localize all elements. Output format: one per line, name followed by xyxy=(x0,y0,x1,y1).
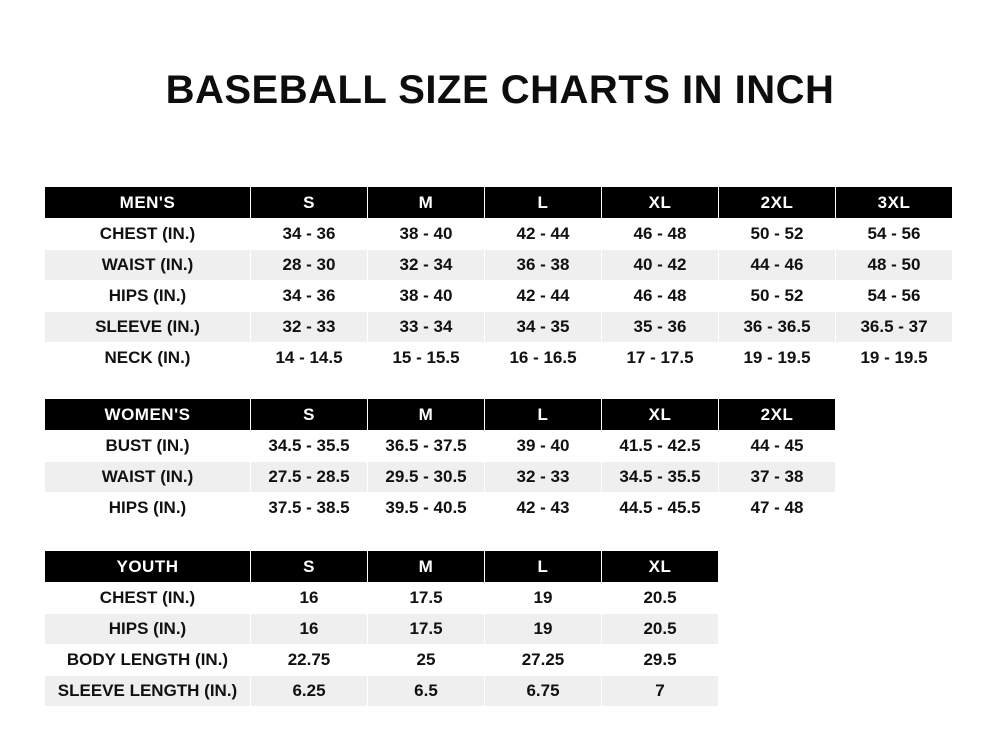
row-label: BODY LENGTH (IN.) xyxy=(45,645,251,676)
cell: 16 xyxy=(251,583,368,614)
mens-size-table xyxy=(44,186,953,374)
cell: 38 - 40 xyxy=(368,281,485,312)
cell: 32 - 34 xyxy=(368,250,485,281)
cell: 44.5 - 45.5 xyxy=(602,493,719,524)
womens-size-table xyxy=(44,398,836,524)
cell: 38 - 40 xyxy=(368,219,485,250)
cell: 33 - 34 xyxy=(368,312,485,343)
row-label: NECK (IN.) xyxy=(45,343,251,374)
column-header-3xl: 3XL xyxy=(836,187,953,219)
row-label: HIPS (IN.) xyxy=(45,281,251,312)
cell: 54 - 56 xyxy=(836,219,953,250)
table-header-row xyxy=(45,551,719,583)
row-label: WAIST (IN.) xyxy=(45,250,251,281)
table-row xyxy=(45,676,719,707)
table-header-row xyxy=(45,399,836,431)
cell: 34 - 36 xyxy=(251,281,368,312)
page-title: BASEBALL SIZE CHARTS IN INCH xyxy=(165,68,835,112)
column-header-category: YOUTH xyxy=(45,551,251,583)
cell: 41.5 - 42.5 xyxy=(602,431,719,462)
cell: 29.5 xyxy=(602,645,719,676)
cell: 42 - 44 xyxy=(485,219,602,250)
column-header-2xl: 2XL xyxy=(719,187,836,219)
cell: 20.5 xyxy=(602,614,719,645)
column-header-xl: XL xyxy=(602,551,719,583)
cell: 15 - 15.5 xyxy=(368,343,485,374)
cell: 32 - 33 xyxy=(251,312,368,343)
row-label: CHEST (IN.) xyxy=(45,583,251,614)
cell: 44 - 45 xyxy=(719,431,836,462)
cell: 27.5 - 28.5 xyxy=(251,462,368,493)
cell: 42 - 43 xyxy=(485,493,602,524)
column-header-m: M xyxy=(368,187,485,219)
table-row xyxy=(45,250,953,281)
cell: 34 - 36 xyxy=(251,219,368,250)
table-row xyxy=(45,343,953,374)
column-header-category: MEN'S xyxy=(45,187,251,219)
cell: 27.25 xyxy=(485,645,602,676)
column-header-s: S xyxy=(251,399,368,431)
cell: 40 - 42 xyxy=(602,250,719,281)
table-row xyxy=(45,312,953,343)
table-row xyxy=(45,645,719,676)
cell: 50 - 52 xyxy=(719,281,836,312)
cell: 35 - 36 xyxy=(602,312,719,343)
cell: 16 xyxy=(251,614,368,645)
row-label: SLEEVE LENGTH (IN.) xyxy=(45,676,251,707)
cell: 19 xyxy=(485,583,602,614)
cell: 17.5 xyxy=(368,614,485,645)
cell: 28 - 30 xyxy=(251,250,368,281)
column-header-s: S xyxy=(251,551,368,583)
cell: 6.5 xyxy=(368,676,485,707)
table-row xyxy=(45,614,719,645)
table-row xyxy=(45,493,836,524)
cell: 19 - 19.5 xyxy=(719,343,836,374)
cell: 22.75 xyxy=(251,645,368,676)
cell: 17 - 17.5 xyxy=(602,343,719,374)
cell: 20.5 xyxy=(602,583,719,614)
column-header-2xl: 2XL xyxy=(719,399,836,431)
cell: 34.5 - 35.5 xyxy=(602,462,719,493)
column-header-s: S xyxy=(251,187,368,219)
cell: 16 - 16.5 xyxy=(485,343,602,374)
row-label: SLEEVE (IN.) xyxy=(45,312,251,343)
cell: 48 - 50 xyxy=(836,250,953,281)
cell: 17.5 xyxy=(368,583,485,614)
column-header-l: L xyxy=(485,399,602,431)
cell: 42 - 44 xyxy=(485,281,602,312)
table-header-row xyxy=(45,187,953,219)
cell: 39.5 - 40.5 xyxy=(368,493,485,524)
row-label: HIPS (IN.) xyxy=(45,614,251,645)
column-header-l: L xyxy=(485,187,602,219)
cell: 44 - 46 xyxy=(719,250,836,281)
cell: 29.5 - 30.5 xyxy=(368,462,485,493)
youth-size-table xyxy=(44,550,719,707)
table-row xyxy=(45,431,836,462)
cell: 25 xyxy=(368,645,485,676)
cell: 46 - 48 xyxy=(602,219,719,250)
cell: 19 xyxy=(485,614,602,645)
row-label: BUST (IN.) xyxy=(45,431,251,462)
cell: 36.5 - 37 xyxy=(836,312,953,343)
column-header-m: M xyxy=(368,551,485,583)
cell: 7 xyxy=(602,676,719,707)
column-header-category: WOMEN'S xyxy=(45,399,251,431)
cell: 37 - 38 xyxy=(719,462,836,493)
cell: 36 - 36.5 xyxy=(719,312,836,343)
cell: 36.5 - 37.5 xyxy=(368,431,485,462)
cell: 19 - 19.5 xyxy=(836,343,953,374)
cell: 37.5 - 38.5 xyxy=(251,493,368,524)
cell: 50 - 52 xyxy=(719,219,836,250)
row-label: WAIST (IN.) xyxy=(45,462,251,493)
row-label: CHEST (IN.) xyxy=(45,219,251,250)
cell: 46 - 48 xyxy=(602,281,719,312)
table-row xyxy=(45,462,836,493)
cell: 54 - 56 xyxy=(836,281,953,312)
cell: 14 - 14.5 xyxy=(251,343,368,374)
cell: 32 - 33 xyxy=(485,462,602,493)
cell: 39 - 40 xyxy=(485,431,602,462)
column-header-xl: XL xyxy=(602,187,719,219)
table-row xyxy=(45,219,953,250)
table-row xyxy=(45,281,953,312)
cell: 34 - 35 xyxy=(485,312,602,343)
row-label: HIPS (IN.) xyxy=(45,493,251,524)
cell: 6.25 xyxy=(251,676,368,707)
cell: 6.75 xyxy=(485,676,602,707)
column-header-xl: XL xyxy=(602,399,719,431)
column-header-m: M xyxy=(368,399,485,431)
cell: 36 - 38 xyxy=(485,250,602,281)
cell: 34.5 - 35.5 xyxy=(251,431,368,462)
cell: 47 - 48 xyxy=(719,493,836,524)
column-header-l: L xyxy=(485,551,602,583)
table-row xyxy=(45,583,719,614)
